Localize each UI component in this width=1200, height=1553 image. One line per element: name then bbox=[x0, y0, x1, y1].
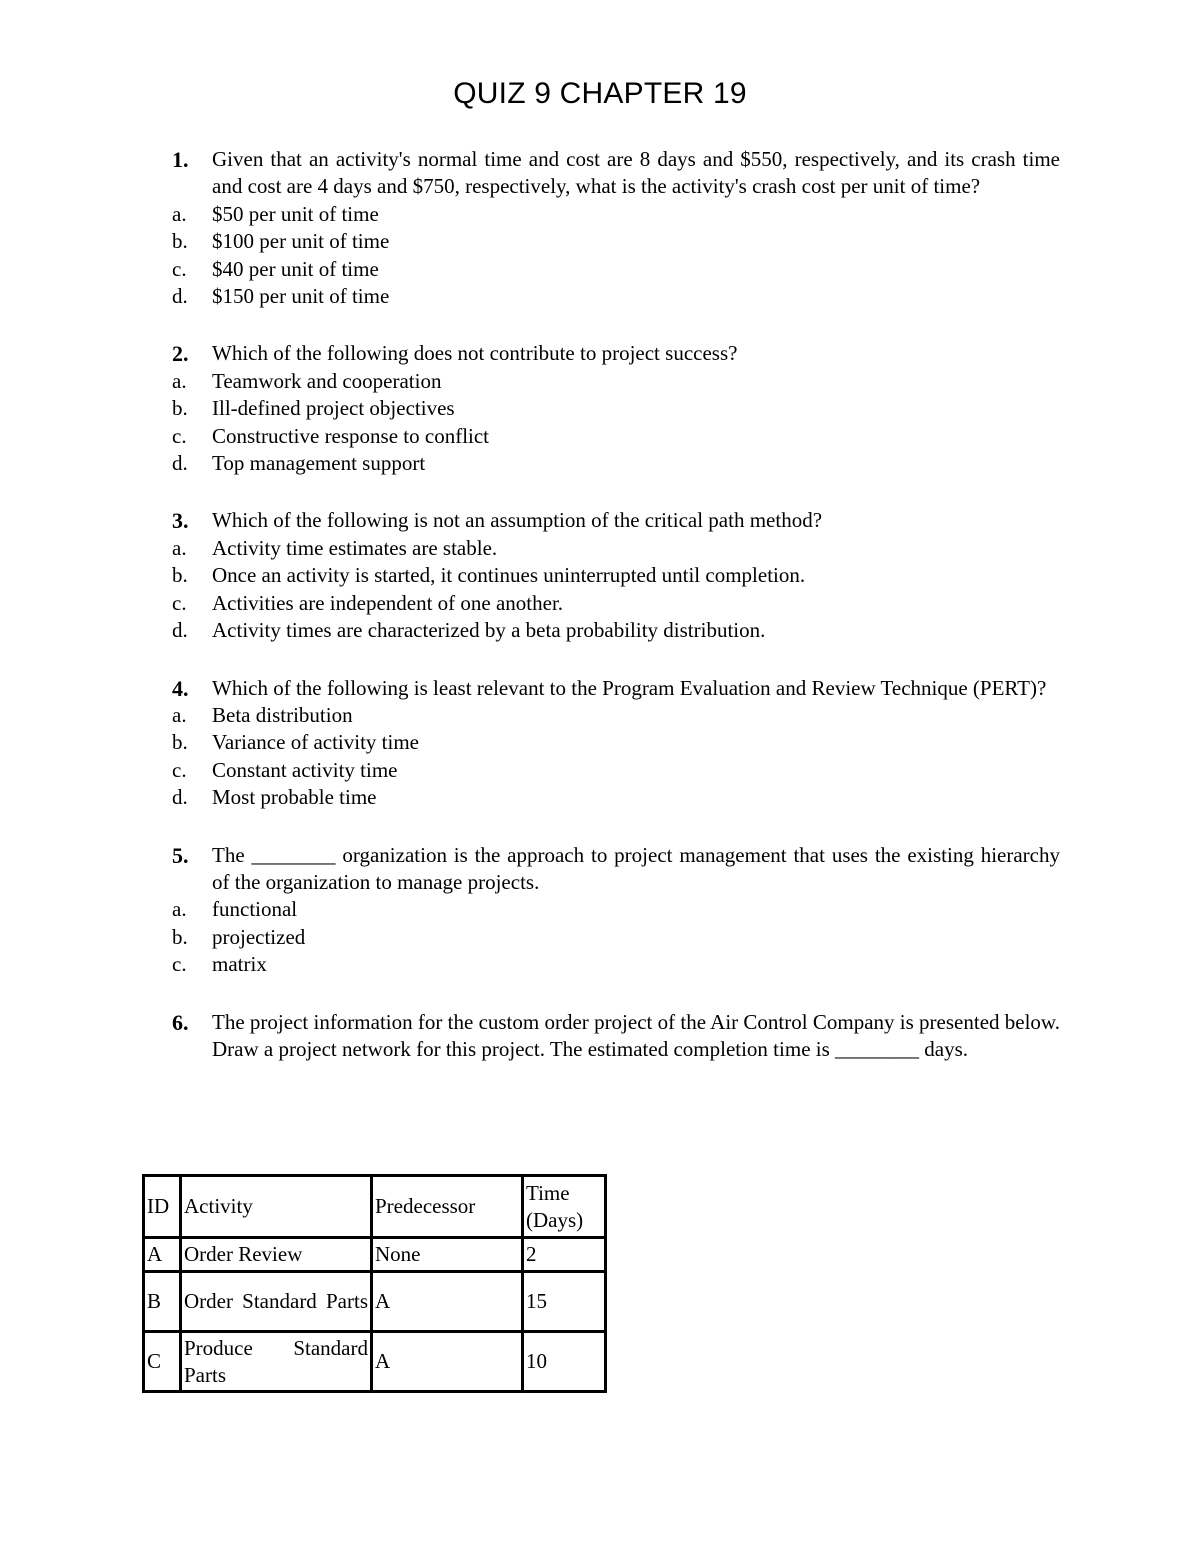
option-letter: d. bbox=[172, 618, 188, 643]
question-text: Which of the following does not contribute to project success? bbox=[212, 341, 738, 366]
table-row bbox=[144, 1238, 606, 1272]
question-list bbox=[172, 146, 1060, 1093]
answer-option bbox=[172, 729, 1060, 756]
option-text: Activity time estimates are stable. bbox=[212, 535, 498, 560]
question-number: 1. bbox=[172, 147, 189, 172]
question-number: 6. bbox=[172, 1009, 189, 1035]
question-3 bbox=[172, 507, 1060, 644]
question-stem bbox=[172, 1009, 1060, 1064]
option-letter: a. bbox=[172, 897, 187, 922]
answer-option bbox=[172, 590, 1060, 617]
answer-option bbox=[172, 201, 1060, 228]
option-text: Constructive response to conflict bbox=[212, 423, 490, 448]
option-letter: c. bbox=[172, 423, 187, 448]
question-stem bbox=[172, 507, 1060, 534]
header-activity: Activity bbox=[181, 1176, 372, 1238]
answer-option bbox=[172, 757, 1060, 784]
question-text: Which of the following is not an assumption of the critical path method? bbox=[212, 508, 823, 533]
answer-option bbox=[172, 450, 1060, 477]
question-2 bbox=[172, 340, 1060, 477]
question-text: The project information for the custom order project of the Air Control Company is presented below. Draw a project network for this project. The estimated completion time is ________ days. bbox=[212, 1009, 1060, 1061]
answer-option bbox=[172, 562, 1060, 589]
cell-predecessor: A bbox=[372, 1332, 523, 1392]
option-text: projectized bbox=[212, 924, 306, 949]
option-text: functional bbox=[212, 897, 298, 922]
question-text: Which of the following is least relevant to the Program Evaluation and Review Technique (PERT)? bbox=[212, 675, 1047, 700]
option-text: Teamwork and cooperation bbox=[212, 368, 442, 393]
cell-time: 2 bbox=[523, 1238, 606, 1272]
question-6 bbox=[172, 1009, 1060, 1064]
question-stem bbox=[172, 146, 1060, 201]
option-letter: c. bbox=[172, 952, 187, 977]
question-number: 4. bbox=[172, 675, 189, 701]
answer-option bbox=[172, 896, 1060, 923]
option-letter: d. bbox=[172, 785, 188, 810]
option-letter: a. bbox=[172, 368, 187, 393]
question-text: Given that an activity's normal time and cost are 8 days and $550, respectively, and its crash time and cost are 4 days and $750, respectively, what is the activity's crash cost per unit of time? bbox=[212, 147, 1060, 199]
question-5 bbox=[172, 842, 1060, 979]
cell-time: 10 bbox=[523, 1332, 606, 1392]
cell-activity: Produce Standard Parts bbox=[181, 1332, 372, 1392]
answer-option bbox=[172, 423, 1060, 450]
answer-option bbox=[172, 702, 1060, 729]
cell-activity: Order Standard Parts bbox=[181, 1272, 372, 1332]
option-text: Variance of activity time bbox=[212, 730, 419, 755]
answer-option bbox=[172, 395, 1060, 422]
option-text: matrix bbox=[212, 952, 267, 977]
answer-option bbox=[172, 951, 1060, 978]
answer-option bbox=[172, 535, 1060, 562]
option-letter: b. bbox=[172, 563, 188, 588]
question-1 bbox=[172, 146, 1060, 310]
table-row bbox=[144, 1272, 606, 1332]
option-text: Ill-defined project objectives bbox=[212, 396, 455, 421]
answer-option bbox=[172, 617, 1060, 644]
header-id: ID bbox=[144, 1176, 181, 1238]
option-text: Activity times are characterized by a beta probability distribution. bbox=[212, 618, 766, 643]
option-letter: a. bbox=[172, 702, 187, 727]
option-letter: b. bbox=[172, 396, 188, 421]
table-header-row bbox=[144, 1176, 606, 1238]
option-text: Once an activity is started, it continues uninterrupted until completion. bbox=[212, 563, 806, 588]
option-letter: b. bbox=[172, 924, 188, 949]
question-4 bbox=[172, 675, 1060, 812]
option-letter: b. bbox=[172, 229, 188, 254]
question-stem bbox=[172, 842, 1060, 897]
option-letter: c. bbox=[172, 256, 187, 281]
answer-option bbox=[172, 368, 1060, 395]
option-text: Most probable time bbox=[212, 785, 377, 810]
option-letter: d. bbox=[172, 284, 188, 309]
page-title: QUIZ 9 CHAPTER 19 bbox=[453, 77, 747, 110]
header-predecessor: Predecessor bbox=[372, 1176, 523, 1238]
option-text: $100 per unit of time bbox=[212, 229, 390, 254]
option-text: $150 per unit of time bbox=[212, 284, 390, 309]
cell-predecessor: A bbox=[372, 1272, 523, 1332]
option-letter: c. bbox=[172, 757, 187, 782]
question-number: 3. bbox=[172, 508, 189, 534]
answer-option bbox=[172, 228, 1060, 255]
cell-time: 15 bbox=[523, 1272, 606, 1332]
cell-id: C bbox=[144, 1332, 181, 1392]
option-letter: c. bbox=[172, 590, 187, 615]
option-letter: b. bbox=[172, 730, 188, 755]
question-number: 2. bbox=[172, 341, 189, 367]
question-text: The ________ organization is the approach to project management that uses the existing hierarchy of the organization to manage projects. bbox=[212, 842, 1060, 894]
option-text: Activities are independent of one another. bbox=[212, 590, 564, 615]
cell-id: A bbox=[144, 1238, 181, 1272]
option-text: Beta distribution bbox=[212, 702, 353, 727]
option-letter: a. bbox=[172, 535, 187, 560]
answer-option bbox=[172, 924, 1060, 951]
question-number: 5. bbox=[172, 842, 189, 868]
option-text: Constant activity time bbox=[212, 757, 398, 782]
question-stem bbox=[172, 675, 1060, 702]
project-activity-table bbox=[142, 1174, 607, 1393]
cell-activity: Order Review bbox=[181, 1238, 372, 1272]
table-row bbox=[144, 1332, 606, 1392]
header-time: Time (Days) bbox=[523, 1176, 606, 1238]
answer-option bbox=[172, 784, 1060, 811]
question-stem bbox=[172, 340, 1060, 367]
answer-option bbox=[172, 283, 1060, 310]
cell-id: B bbox=[144, 1272, 181, 1332]
answer-option bbox=[172, 256, 1060, 283]
option-text: $40 per unit of time bbox=[212, 256, 379, 281]
option-text: Top management support bbox=[212, 451, 426, 476]
option-letter: d. bbox=[172, 451, 188, 476]
option-letter: a. bbox=[172, 201, 187, 226]
option-text: $50 per unit of time bbox=[212, 201, 379, 226]
cell-predecessor: None bbox=[372, 1238, 523, 1272]
